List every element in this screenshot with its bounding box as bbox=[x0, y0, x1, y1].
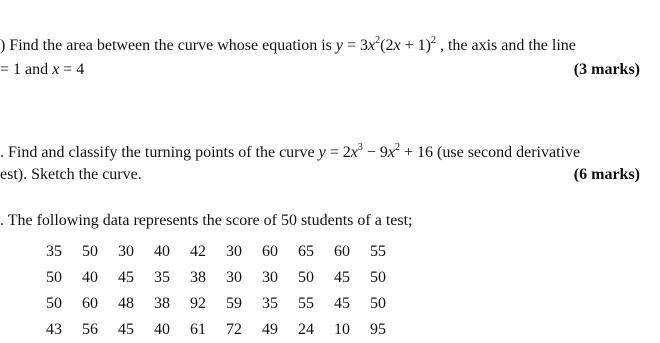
score-cell: 60 bbox=[262, 243, 278, 260]
score-cell: 59 bbox=[226, 295, 242, 312]
scores-row bbox=[36, 317, 396, 343]
q1-eq-open: (2 bbox=[380, 37, 394, 54]
q2-eq-x: x bbox=[350, 144, 358, 161]
score-cell: 72 bbox=[226, 321, 242, 338]
q1-line-2 bbox=[0, 60, 84, 80]
score-cell: 45 bbox=[334, 269, 350, 286]
scores-row bbox=[36, 291, 396, 317]
score-cell: 65 bbox=[298, 243, 314, 260]
q2-eq-exp3: 3 bbox=[357, 142, 363, 153]
q2-line-1 bbox=[0, 138, 580, 163]
q1-text: ) Find the area between the curve whose equation is bbox=[0, 37, 332, 54]
score-cell: 38 bbox=[154, 295, 170, 312]
q2-marks: (6 marks) bbox=[573, 166, 640, 183]
score-cell: 30 bbox=[226, 243, 242, 260]
scores-row bbox=[36, 265, 396, 291]
score-cell: 30 bbox=[118, 243, 134, 260]
score-cell: 49 bbox=[262, 321, 278, 338]
score-cell: 35 bbox=[154, 269, 170, 286]
q1-eq-x2: x bbox=[393, 37, 401, 54]
q2-text: . Find and classify the turning points of the curve bbox=[0, 144, 315, 161]
q1-eq-exp: 2 bbox=[375, 35, 381, 46]
q2-line-2: est). Sketch the curve. bbox=[0, 166, 142, 183]
score-cell: 40 bbox=[154, 243, 170, 260]
score-cell: 24 bbox=[298, 321, 314, 338]
q2-eq-minus: − 9 bbox=[362, 144, 388, 161]
score-cell: 60 bbox=[82, 295, 98, 312]
score-cell: 45 bbox=[334, 295, 350, 312]
q2-suffix: (use second derivative bbox=[437, 144, 581, 161]
score-cell: 48 bbox=[118, 295, 134, 312]
score-cell: 40 bbox=[82, 269, 98, 286]
q2-equation bbox=[319, 144, 437, 161]
q1-marks: (3 marks) bbox=[573, 61, 640, 78]
q2-eq-x2: x bbox=[387, 144, 395, 161]
q1-suffix: , the axis and the line bbox=[439, 37, 576, 54]
score-cell: 60 bbox=[334, 243, 350, 260]
q2-eq-y: y bbox=[318, 144, 326, 161]
score-cell: 35 bbox=[46, 243, 62, 260]
score-cell: 50 bbox=[370, 295, 386, 312]
score-cell: 95 bbox=[370, 321, 386, 338]
q1-equation bbox=[336, 37, 440, 54]
score-cell: 50 bbox=[46, 269, 62, 286]
score-cell: 38 bbox=[190, 269, 206, 286]
q1-eq-exp2: 2 bbox=[430, 35, 436, 46]
score-cell: 45 bbox=[118, 321, 134, 338]
score-cell: 43 bbox=[46, 321, 62, 338]
q2-eq-coef: = 2 bbox=[325, 144, 351, 161]
score-cell: 56 bbox=[82, 321, 98, 338]
q1-eq-y: y bbox=[335, 37, 343, 54]
score-cell: 61 bbox=[190, 321, 206, 338]
score-cell: 35 bbox=[262, 295, 278, 312]
q2-eq-exp2: 2 bbox=[395, 142, 400, 153]
score-cell: 50 bbox=[370, 269, 386, 286]
score-cell: 55 bbox=[298, 295, 314, 312]
score-cell: 55 bbox=[370, 243, 386, 260]
score-cell: 40 bbox=[154, 321, 170, 338]
scores-table bbox=[36, 239, 396, 343]
q3-text: . The following data represents the score of 50 students of a test; bbox=[0, 212, 413, 229]
scores-row bbox=[36, 239, 396, 265]
score-cell: 30 bbox=[262, 269, 278, 286]
score-cell: 50 bbox=[82, 243, 98, 260]
score-cell: 50 bbox=[298, 269, 314, 286]
q1-eq-coef: = 3 bbox=[343, 37, 369, 54]
q1-eq-x: x bbox=[368, 37, 376, 54]
q1-line-1 bbox=[0, 31, 576, 56]
q1-line2-b: = 4 bbox=[59, 61, 85, 78]
score-cell: 45 bbox=[118, 269, 134, 286]
q2-eq-tail: + 16 bbox=[400, 144, 434, 161]
score-cell: 30 bbox=[226, 269, 242, 286]
score-cell: 92 bbox=[190, 295, 206, 312]
score-cell: 50 bbox=[46, 295, 62, 312]
score-cell: 10 bbox=[334, 321, 350, 338]
q1-line2-x: x bbox=[52, 61, 60, 78]
score-cell: 42 bbox=[190, 243, 206, 260]
q1-line2-a: = 1 and bbox=[0, 61, 49, 78]
q1-eq-plus: + 1) bbox=[400, 37, 431, 54]
